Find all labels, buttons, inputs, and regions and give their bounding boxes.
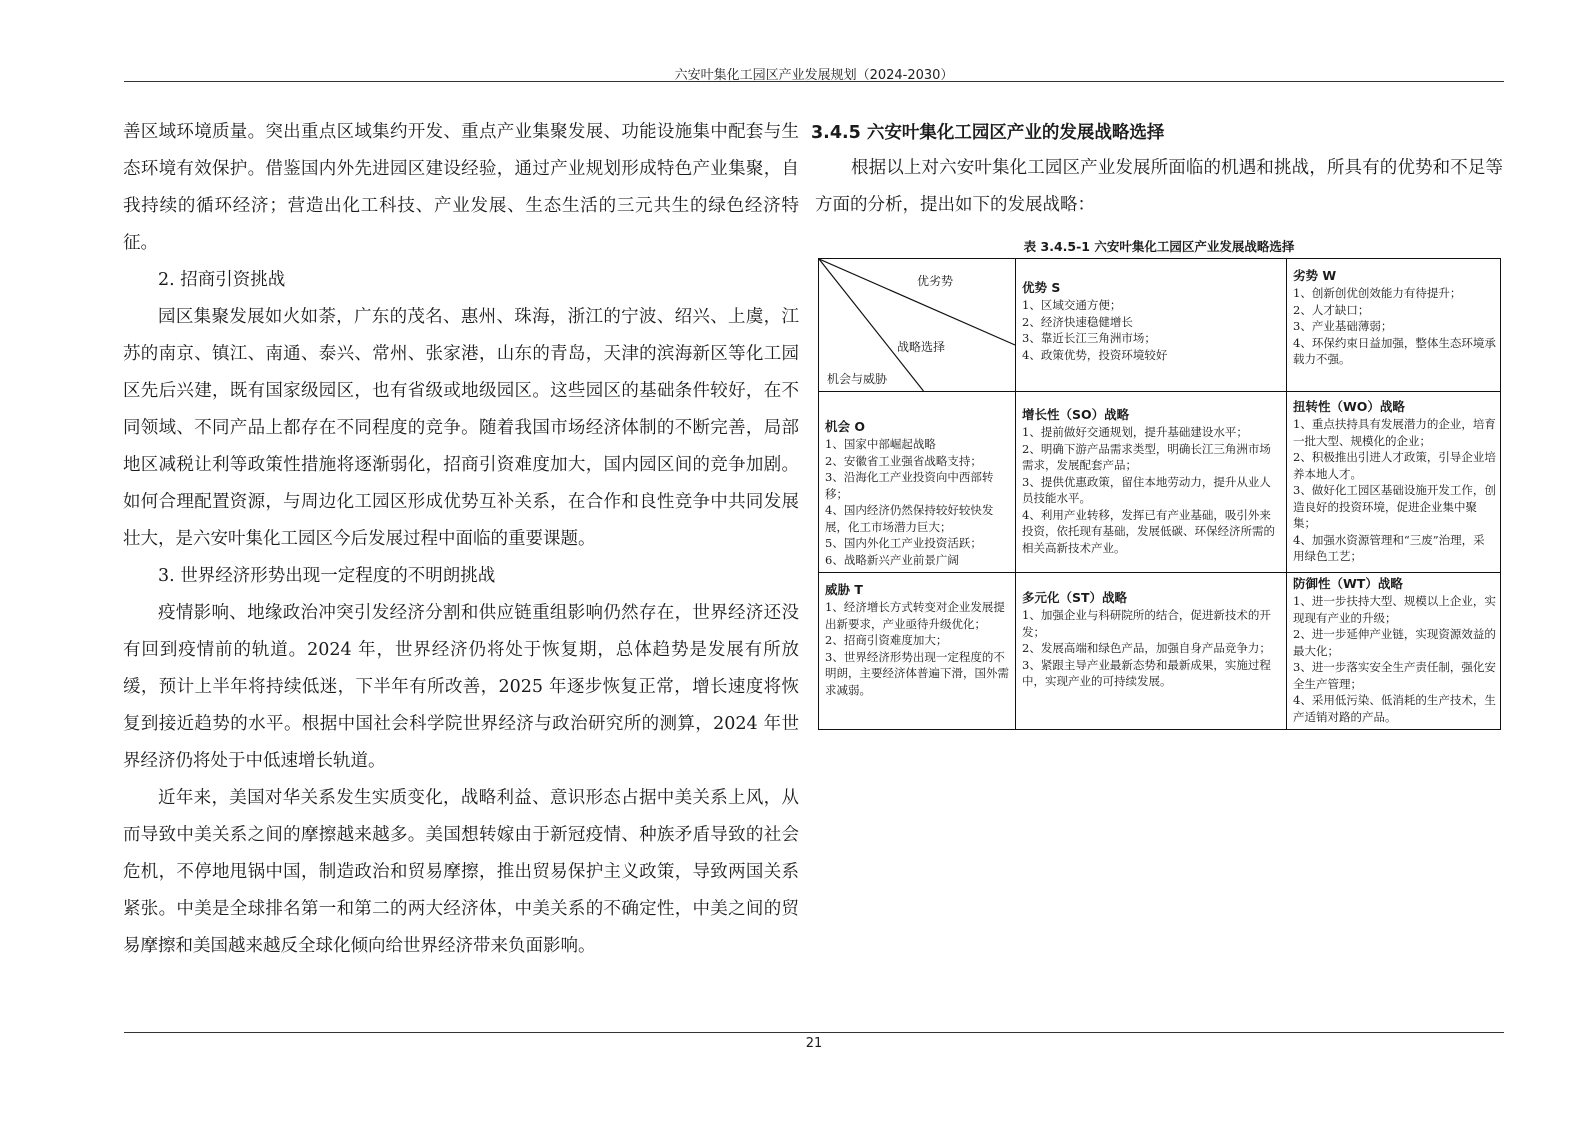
list-item: 3、产业基础薄弱； [1293, 319, 1393, 333]
paragraph-world-economy: 疫情影响、地缘政治冲突引发经济分割和供应链重组影响仍然存在，世界经济还没有回到疫情前的轨道。2024 年，世界经济仍将处于恢复期，总体趋势是发展有所放缓，预计上半年将持续低迷，下半年有所改善，2025 年逐步恢复正常，增长速度将恢复到接近趋势的水平。根据中国社会科学院世界经济与政治研究所的测算，2024 年世界经济仍将处于中低速增长轨道。 [123, 603, 799, 771]
table-row [819, 573, 1501, 730]
list-item: 1、国家中部崛起战略 [825, 437, 936, 451]
list-item: 5、国内外化工产业投资活跃； [825, 536, 982, 550]
list-item: 3、做好化工园区基础设施开发工作，创造良好的投资环境，促进企业集中聚集； [1293, 483, 1496, 530]
left-column-body [123, 114, 799, 965]
table-row [819, 259, 1501, 392]
corner-label-middle: 战略选择 [897, 340, 946, 354]
so-strategy-title: 增长性（SO）战略 [1022, 407, 1130, 422]
table-caption: 表 3.4.5-1 六安叶集化工园区产业发展战略选择 [1023, 239, 1295, 254]
list-item: 2、安徽省工业强省战略支持； [825, 453, 982, 468]
paragraph-env-quality: 善区域环境质量。突出重点区域集约开发、重点产业集聚发展、功能设施集中配套与生态环境有效保护。借鉴国内外先进园区建设经验，通过产业规划形成特色产业集聚，自我持续的循环经济；营造出化工科技、产业发展、生态生活的三元共生的绿色经济特征。 [123, 122, 799, 253]
list-item: 3、进一步落实安全生产责任制，强化安全生产管理； [1293, 660, 1496, 691]
list-item: 4、加强水资源管理和“三废”治理，采用绿色工艺； [1293, 532, 1485, 563]
list-item: 1、提前做好交通规划，提升基础建设水平； [1022, 425, 1248, 439]
list-item: 1、区域交通方便； [1022, 298, 1122, 312]
weaknesses-title: 劣势 W [1293, 268, 1337, 283]
list-item: 3、提供优惠政策，留住本地劳动力，提升从业人员技能水平。 [1022, 474, 1271, 505]
list-item: 3、世界经济形势出现一定程度的不明朗，主要经济体普遍下滑，国外需求减弱。 [825, 649, 1009, 697]
list-item: 2、积极推出引进人才政策，引导企业培养本地人才。 [1293, 450, 1496, 481]
list-item: 2、招商引资难度加大； [825, 633, 948, 647]
list-item: 2、经济快速稳健增长 [1022, 314, 1133, 329]
corner-label-top: 优劣势 [917, 274, 954, 288]
wt-strategy-title: 防御性（WT）战略 [1293, 576, 1403, 591]
list-item: 1、加强企业与科研院所的结合，促进新技术的开发； [1022, 608, 1271, 639]
list-item: 3、沿海化工产业投资向中西部转移； [825, 470, 994, 501]
subheading-world-economy-challenge: 3. 世界经济形势出现一定程度的不明朗挑战 [158, 566, 496, 586]
header-divider [124, 81, 1504, 82]
st-strategy-cell [1016, 573, 1287, 730]
paragraph-park-competition: 园区集聚发展如火如荼，广东的茂名、惠州、珠海，浙江的宁波、绍兴、上虞，江苏的南京、镇江、南通、泰兴、常州、张家港，山东的青岛，天津的滨海新区等化工园区先后兴建，既有国家级园区，也有省级或地级园区。这些园区的基础条件较好，在不同领域、不同产品上都存在不同程度的竞争。随着我国市场经济体制的不断完善，局部地区减税让利等政策性措施将逐渐弱化，招商引资难度加大，国内园区间的竞争加剧。如何合理配置资源，与周边化工园区形成优势互补关系，在合作和良性竞争中共同发展壮大，是六安叶集化工园区今后发展过程中面临的重要课题。 [123, 307, 799, 549]
swot-strategy-table [818, 258, 1501, 730]
table-row [819, 392, 1501, 573]
section-heading: 3.4.5 六安叶集化工园区产业的发展战略选择 [811, 123, 1165, 143]
opportunities-title: 机会 O [825, 419, 865, 434]
list-item: 4、环保约束日益加强，整体生态环境承载力不强。 [1293, 335, 1496, 366]
strengths-cell [1016, 259, 1287, 392]
threats-cell [819, 573, 1016, 730]
list-item: 4、政策优势，投资环境较好 [1022, 347, 1168, 362]
list-item: 4、利用产业转移，发挥已有产业基础，吸引外来投资，依托现有基础，发展低碳、环保经济所需的相关高新技术产业。 [1022, 507, 1275, 555]
opportunities-cell [819, 392, 1016, 573]
wo-strategy-cell [1287, 392, 1501, 573]
list-item: 3、紧跟主导产业最新态势和最新成果，实施过程中，实现产业的可持续发展。 [1022, 657, 1271, 688]
list-item: 6、战略新兴产业前景广阔 [825, 552, 959, 567]
so-strategy-cell [1016, 392, 1287, 573]
list-item: 1、经济增长方式转变对企业发展提出新要求，产业亟待升级优化； [825, 600, 1005, 631]
list-item: 2、明确下游产品需求类型，明确长江三角洲市场需求，发展配套产品； [1022, 441, 1271, 472]
wt-strategy-cell [1287, 573, 1501, 730]
list-item: 3、靠近长江三角洲市场； [1022, 331, 1156, 345]
list-item: 2、进一步延伸产业链，实现资源效益的最大化； [1293, 627, 1496, 658]
list-item: 2、发展高端和绿色产品，加强自身产品竞争力； [1022, 641, 1271, 655]
subheading-investment-challenge: 2. 招商引资挑战 [158, 270, 286, 290]
paragraph-us-china-relations: 近年来，美国对华关系发生实质变化，战略利益、意识形态占据中美关系上风，从而导致中美关系之间的摩擦越来越多。美国想转嫁由于新冠疫情、种族矛盾导致的社会危机，不停地甩锅中国，制造政治和贸易摩擦，推出贸易保护主义政策，导致两国关系紧张。中美是全球排名第一和第二的两大经济体，中美关系的不确定性，中美之间的贸易摩擦和美国越来越反全球化倾向给世界经济带来负面影响。 [123, 788, 799, 956]
right-column-body [811, 116, 1503, 256]
weaknesses-cell [1287, 259, 1501, 392]
list-item: 4、国内经济仍然保持较好较快发展，化工市场潜力巨大； [825, 503, 994, 534]
corner-header-cell [819, 259, 1016, 392]
page-number: 21 [805, 1036, 823, 1051]
list-item: 4、采用低污染、低消耗的生产技术，生产适销对路的产品。 [1293, 693, 1496, 724]
list-item: 2、人才缺口； [1293, 302, 1370, 317]
strengths-title: 优势 S [1022, 280, 1061, 295]
footer-divider [124, 1032, 1504, 1033]
list-item: 1、进一步扶持大型、规模以上企业，实现现有产业的升级； [1293, 594, 1496, 625]
list-item: 1、创新创优创效能力有待提升； [1293, 286, 1462, 300]
threats-title: 威胁 T [825, 582, 863, 597]
section-intro: 根据以上对六安叶集化工园区产业发展所面临的机遇和挑战，所具有的优势和不足等方面的分析，提出如下的发展战略： [815, 158, 1503, 215]
st-strategy-title: 多元化（ST）战略 [1022, 590, 1128, 605]
list-item: 1、重点扶持具有发展潜力的企业，培育一批大型、规模化的企业； [1293, 417, 1496, 448]
corner-label-bottom: 机会与威胁 [827, 372, 888, 386]
wo-strategy-title: 扭转性（WO）战略 [1293, 399, 1405, 414]
page-header-title: 六安叶集化工园区产业发展规划（2024-2030） [674, 68, 954, 83]
